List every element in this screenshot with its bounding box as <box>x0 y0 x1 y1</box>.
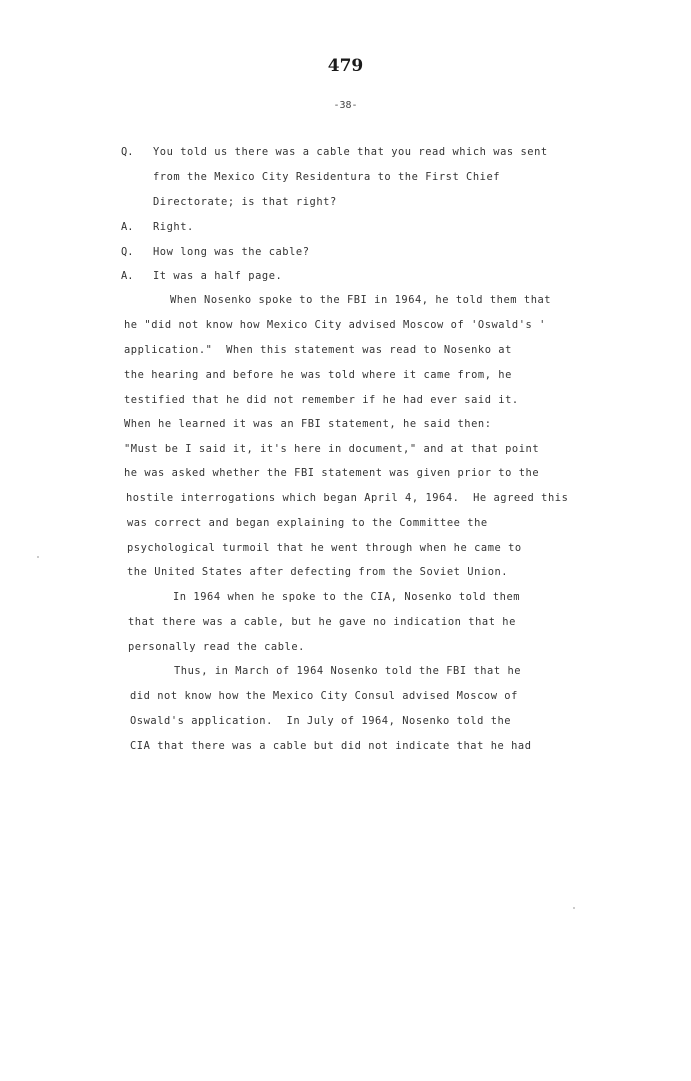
page-number: 479 <box>327 56 364 76</box>
paragraph-line: was correct and began explaining to the Committee the <box>127 517 488 529</box>
qa-text-line: from the Mexico City Residentura to the First Chief <box>153 171 501 183</box>
paragraph-line: hostile interrogations which began April 4, 1964. He agreed this <box>126 492 569 504</box>
paragraph-line: "Must be I said it, it's here in document," and at that point <box>124 443 540 455</box>
paragraph-line: psychological turmoil that he went through when he came to <box>127 542 522 554</box>
paragraph-line: that there was a cable, but he gave no indication that he <box>128 616 516 628</box>
qa-text-line: Directorate; is that right? <box>153 196 337 208</box>
paragraph-line: When he learned it was an FBI statement, he said then: <box>124 418 492 430</box>
qa-text-line: How long was the cable? <box>153 246 310 258</box>
paragraph-line: he "did not know how Mexico City advised Moscow of 'Oswald's ' <box>124 319 546 331</box>
qa-label: A. <box>121 270 134 282</box>
paragraph-line: In 1964 when he spoke to the CIA, Nosenko told them <box>173 591 521 603</box>
qa-label: Q. <box>121 246 134 258</box>
qa-text-line: Right. <box>153 221 194 233</box>
scan-speck <box>573 907 575 909</box>
qa-label: A. <box>121 221 134 233</box>
paragraph-line: CIA that there was a cable but did not indicate that he had <box>130 740 532 752</box>
paragraph-line: did not know how the Mexico City Consul advised Moscow of <box>130 690 518 702</box>
qa-text-line: It was a half page. <box>153 270 283 282</box>
qa-label: Q. <box>121 146 134 158</box>
paragraph-line: application." When this statement was read to Nosenko at <box>124 344 512 356</box>
paragraph-line: personally read the cable. <box>128 641 305 653</box>
paragraph-line: the hearing and before he was told where it came from, he <box>124 369 512 381</box>
qa-text-line: You told us there was a cable that you read which was sent <box>153 146 548 158</box>
scan-speck <box>37 556 39 558</box>
paragraph-line: Thus, in March of 1964 Nosenko told the FBI that he <box>174 665 522 677</box>
paragraph-line: he was asked whether the FBI statement was given prior to the <box>124 467 540 479</box>
paragraph-line: When Nosenko spoke to the FBI in 1964, he told them that <box>170 294 552 306</box>
sub-page-number: -38- <box>333 100 358 111</box>
paragraph-line: the United States after defecting from the Soviet Union. <box>127 566 509 578</box>
paragraph-line: testified that he did not remember if he had ever said it. <box>124 394 519 406</box>
paragraph-line: Oswald's application. In July of 1964, Nosenko told the <box>130 715 512 727</box>
